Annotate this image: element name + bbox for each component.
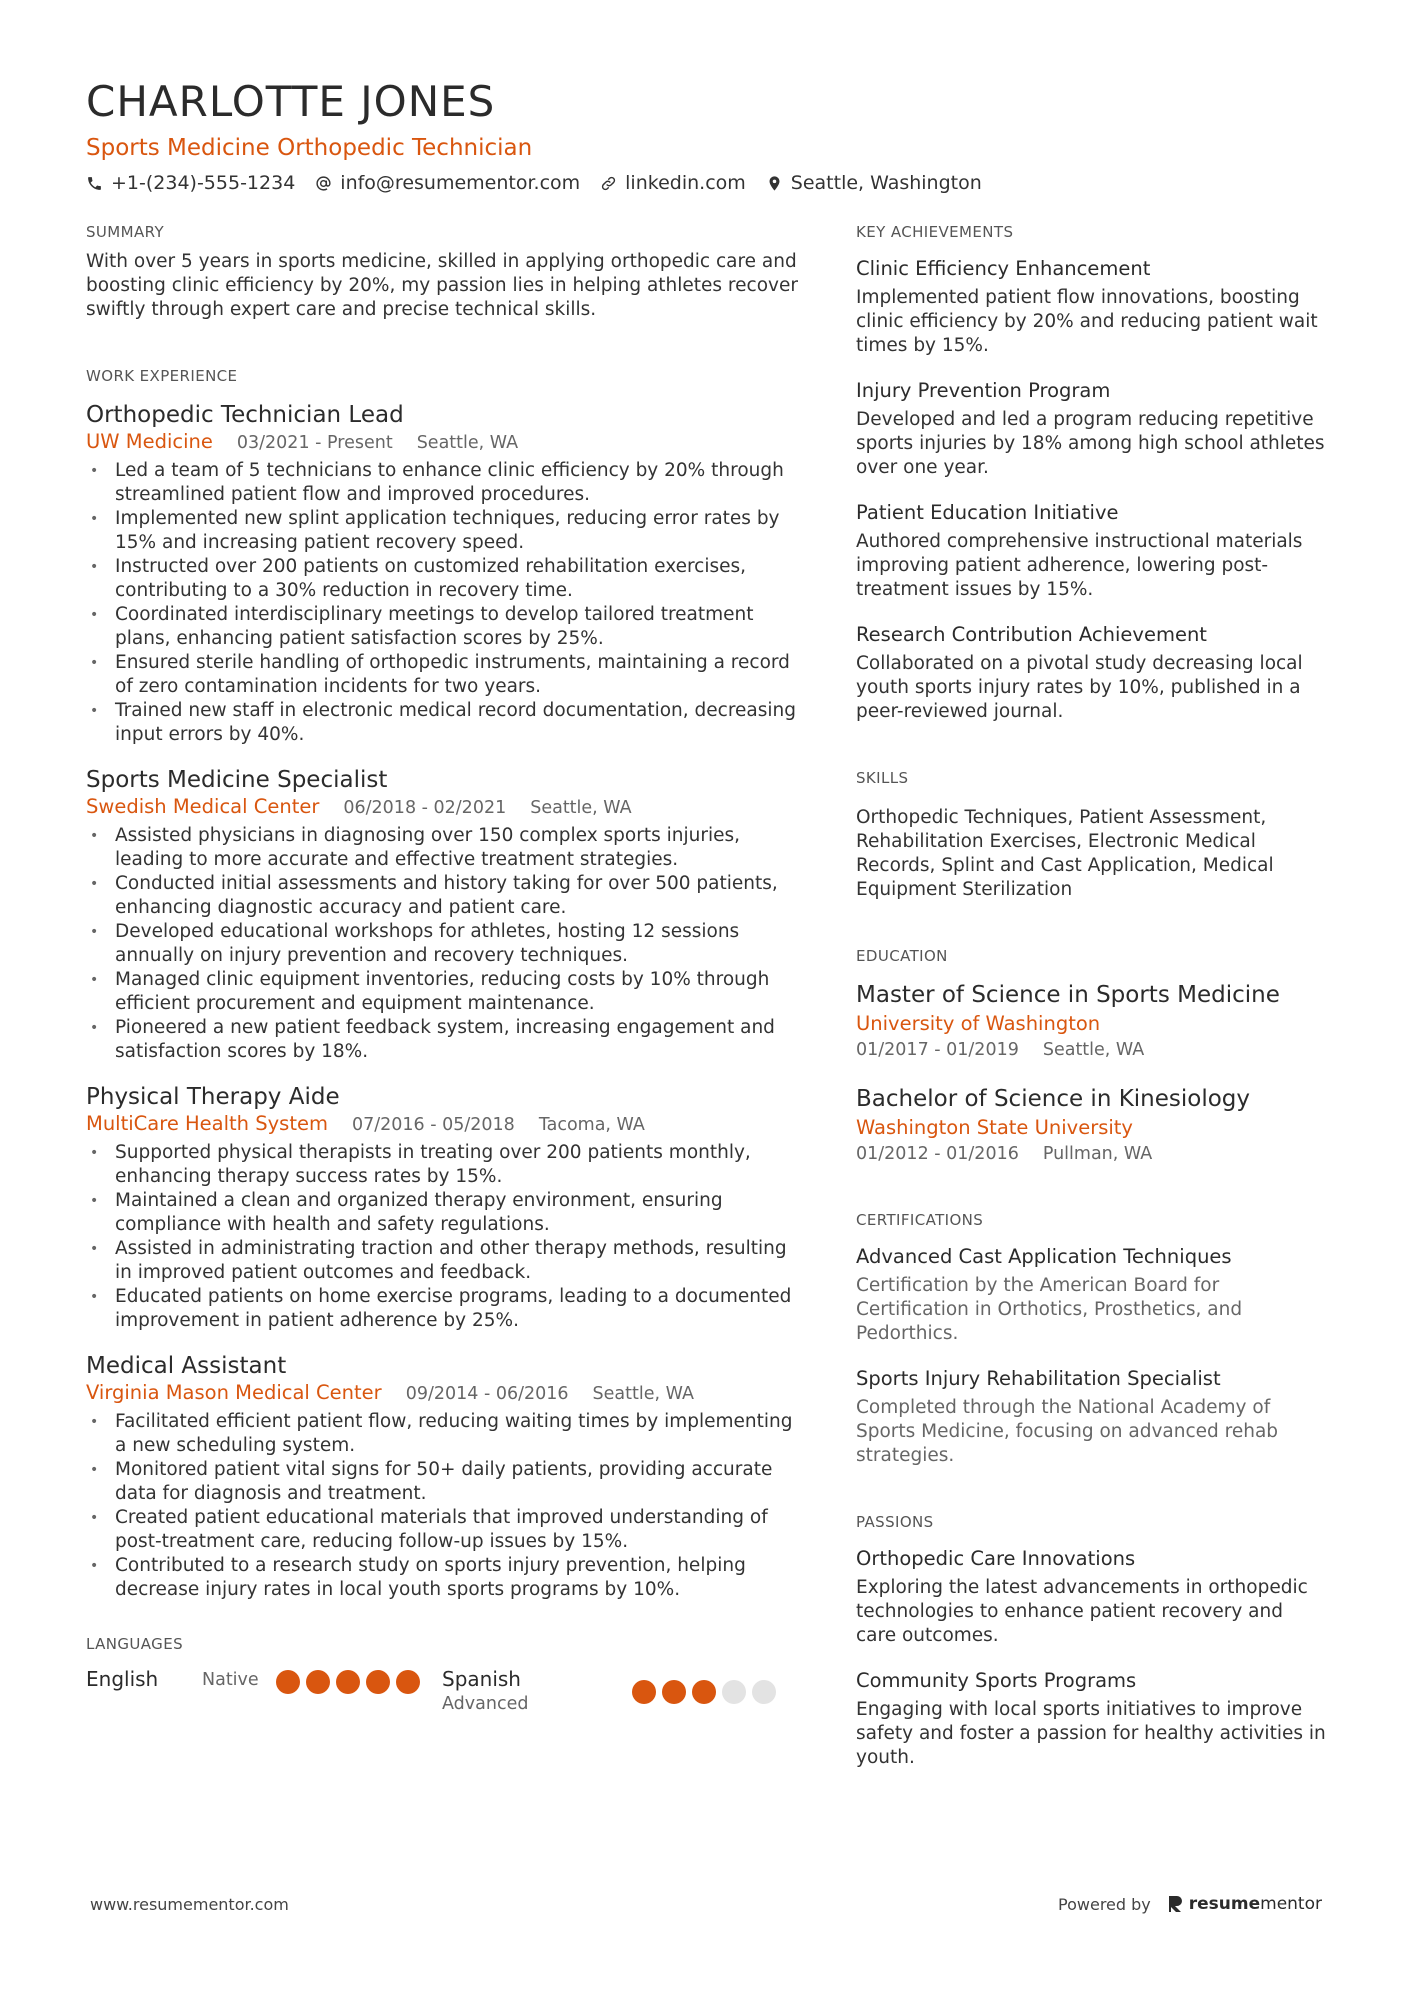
passion-desc: Engaging with local sports initiatives to improve safety and foster a passion for healthy activities in youth. bbox=[856, 1699, 1326, 1768]
job-bullet: • Educated patients on home exercise programs, leading to a documented improvement in patient adherence by 25%. bbox=[86, 1285, 798, 1333]
passion-title: Community Sports Programs bbox=[856, 1669, 1137, 1692]
job-dates: 03/2021 - Present bbox=[236, 433, 393, 453]
contact-linkedin-text: linkedin.com bbox=[625, 172, 746, 194]
achievement-title: Research Contribution Achievement bbox=[856, 623, 1207, 646]
job-dates: 06/2018 - 02/2021 bbox=[343, 798, 507, 818]
job-company: UW Medicine bbox=[86, 430, 213, 453]
certification-desc: Completed through the National Academy of Sports Medicine, focusing on advanced rehab strategies. bbox=[856, 1397, 1279, 1466]
job-dates: 09/2014 - 06/2016 bbox=[405, 1384, 569, 1404]
work-heading: WORK EXPERIENCE bbox=[86, 367, 238, 385]
skills-list: Orthopedic Techniques, Patient Assessment, Rehabilitation Exercises, Electronic Medical Records, Splint and Cast Application, Medical Equipment Sterilization bbox=[856, 807, 1274, 900]
achievement-title: Clinic Efficiency Enhancement bbox=[856, 257, 1151, 280]
job-entry bbox=[86, 400, 798, 747]
job-company: Swedish Medical Center bbox=[86, 795, 320, 818]
job-bullet: • Coordinated interdisciplinary meetings to develop tailored treatment plans, enhancing patient satisfaction scores by 25%. bbox=[86, 603, 798, 651]
education-dates: 01/2017 - 01/2019 bbox=[856, 1040, 1019, 1060]
resume-header bbox=[86, 78, 1336, 196]
job-entry bbox=[86, 765, 798, 1064]
certifications-heading: CERTIFICATIONS bbox=[856, 1211, 984, 1229]
skills-heading: SKILLS bbox=[856, 769, 909, 787]
job-title: Medical Assistant bbox=[86, 1353, 287, 1379]
language-name-wrap bbox=[86, 1666, 202, 1716]
job-entry bbox=[86, 1351, 798, 1602]
job-entry bbox=[86, 1082, 798, 1333]
job-bullet: • Contributed to a research study on sports injury prevention, helping decrease injury rates in local youth sports programs by 10%. bbox=[86, 1554, 798, 1602]
contact-email[interactable] bbox=[315, 170, 580, 196]
education-degree: Bachelor of Science in Kinesiology bbox=[856, 1086, 1251, 1112]
resumementor-logo-icon bbox=[1167, 1894, 1183, 1914]
language-name-wrap bbox=[442, 1666, 632, 1716]
job-dates: 07/2016 - 05/2018 bbox=[351, 1115, 515, 1135]
job-company: Virginia Mason Medical Center bbox=[86, 1381, 382, 1404]
certifications-section bbox=[856, 1210, 1326, 1468]
education-dates: 01/2012 - 01/2016 bbox=[856, 1144, 1019, 1164]
candidate-title: Sports Medicine Orthopedic Technician bbox=[86, 135, 533, 161]
job-bullet: • Monitored patient vital signs for 50+ daily patients, providing accurate data for diagnosis and treatment. bbox=[86, 1458, 798, 1506]
certification-item bbox=[856, 1244, 1326, 1346]
education-heading: EDUCATION bbox=[856, 947, 948, 965]
passions-section bbox=[856, 1512, 1326, 1770]
candidate-name: CHARLOTTE JONES bbox=[86, 77, 496, 126]
skills-section bbox=[856, 768, 1326, 902]
achievements-section bbox=[856, 222, 1326, 724]
job-bullet: • Conducted initial assessments and history taking for over 500 patients, enhancing diagnostic accuracy and patient care. bbox=[86, 872, 798, 920]
job-bullet: • Assisted in administrating traction and other therapy methods, resulting in improved patient outcomes and feedback. bbox=[86, 1237, 798, 1285]
job-location: Seattle, WA bbox=[416, 433, 519, 453]
language-level: Advanced bbox=[442, 1694, 529, 1714]
page-footer bbox=[90, 1894, 1322, 1914]
achievements-heading: KEY ACHIEVEMENTS bbox=[856, 223, 1014, 241]
languages-row bbox=[86, 1666, 798, 1716]
achievement-desc: Developed and led a program reducing repetitive sports injuries by 18% among high school athletes over one year. bbox=[856, 409, 1325, 478]
job-bullet: • Led a team of 5 technicians to enhance clinic efficiency by 20% through streamlined patient flow and improved procedures. bbox=[86, 459, 798, 507]
achievement-desc: Implemented patient flow innovations, boosting clinic efficiency by 20% and reducing patient wait times by 15%. bbox=[856, 287, 1318, 356]
powered-by-label: Powered by bbox=[1058, 1894, 1151, 1914]
language-rating bbox=[276, 1670, 420, 1716]
achievement-item bbox=[856, 622, 1326, 724]
contact-location-text: Seattle, Washington bbox=[790, 172, 982, 194]
job-bullets bbox=[86, 824, 798, 1064]
rating-dot-filled bbox=[336, 1670, 360, 1694]
footer-website[interactable]: www.resumementor.com bbox=[90, 1894, 289, 1914]
brand-name-light: mentor bbox=[1260, 1894, 1322, 1914]
education-item bbox=[856, 980, 1326, 1062]
passion-item bbox=[856, 1546, 1326, 1648]
education-location: Seattle, WA bbox=[1042, 1040, 1145, 1060]
job-location: Tacoma, WA bbox=[538, 1115, 645, 1135]
job-meta bbox=[86, 430, 798, 455]
powered-by bbox=[1058, 1894, 1322, 1914]
job-location: Seattle, WA bbox=[592, 1384, 694, 1404]
education-school: Washington State University bbox=[856, 1116, 1133, 1139]
contact-phone[interactable] bbox=[86, 170, 295, 196]
rating-dot-filled bbox=[692, 1680, 716, 1704]
rating-dot-empty bbox=[752, 1680, 776, 1704]
languages-section bbox=[86, 1634, 798, 1716]
job-bullet: • Supported physical therapists in treating over 200 patients monthly, enhancing therapy success rates by 15%. bbox=[86, 1141, 798, 1189]
job-bullets bbox=[86, 1141, 798, 1333]
at-icon bbox=[315, 175, 332, 192]
job-bullet: • Developed educational workshops for athletes, hosting 12 sessions annually on injury prevention and recovery techniques. bbox=[86, 920, 798, 968]
passion-item bbox=[856, 1668, 1326, 1770]
left-column bbox=[86, 222, 798, 1716]
rating-dot-filled bbox=[306, 1670, 330, 1694]
language-entry bbox=[86, 1666, 442, 1716]
job-bullet: • Managed clinic equipment inventories, reducing costs by 10% through efficient procurement and equipment maintenance. bbox=[86, 968, 798, 1016]
passion-title: Orthopedic Care Innovations bbox=[856, 1547, 1136, 1570]
education-degree: Master of Science in Sports Medicine bbox=[856, 982, 1280, 1008]
education-location: Pullman, WA bbox=[1042, 1144, 1153, 1164]
job-bullet: • Pioneered a new patient feedback system, increasing engagement and satisfaction scores by 18%. bbox=[86, 1016, 798, 1064]
language-level: Native bbox=[202, 1670, 259, 1690]
rating-dot-empty bbox=[722, 1680, 746, 1704]
passions-heading: PASSIONS bbox=[856, 1513, 934, 1531]
job-meta bbox=[86, 1112, 798, 1137]
brand-logo[interactable] bbox=[1167, 1894, 1322, 1914]
brand-name-bold: resume bbox=[1188, 1894, 1261, 1914]
certification-title: Sports Injury Rehabilitation Specialist bbox=[856, 1367, 1221, 1390]
education-section bbox=[856, 946, 1326, 1166]
certification-desc: Certification by the American Board for Certification in Orthotics, Prosthetics, and Pedorthics. bbox=[856, 1275, 1243, 1344]
job-bullet: • Maintained a clean and organized therapy environment, ensuring compliance with health and safety regulations. bbox=[86, 1189, 798, 1237]
rating-dot-filled bbox=[632, 1680, 656, 1704]
summary-section bbox=[86, 222, 798, 322]
job-title: Orthopedic Technician Lead bbox=[86, 402, 404, 428]
contact-email-text: info@resumementor.com bbox=[340, 172, 581, 194]
summary-heading: SUMMARY bbox=[86, 223, 165, 241]
job-bullet: • Implemented new splint application techniques, reducing error rates by 15% and increasing patient recovery speed. bbox=[86, 507, 798, 555]
contact-linkedin[interactable] bbox=[600, 170, 746, 196]
rating-dot-filled bbox=[366, 1670, 390, 1694]
summary-text: With over 5 years in sports medicine, skilled in applying orthopedic care and boosting clinic efficiency by 20%, my passion lies in helping athletes recover swiftly through expert care and precise technical skills. bbox=[86, 251, 798, 320]
rating-dot-filled bbox=[662, 1680, 686, 1704]
work-experience-section bbox=[86, 366, 798, 1602]
languages-heading: LANGUAGES bbox=[86, 1635, 184, 1653]
achievement-desc: Collaborated on a pivotal study decreasing local youth sports injury rates by 10%, published in a peer-reviewed journal. bbox=[856, 653, 1303, 722]
job-meta bbox=[86, 1381, 798, 1406]
education-meta bbox=[856, 1038, 1326, 1062]
job-title: Physical Therapy Aide bbox=[86, 1084, 340, 1110]
achievement-desc: Authored comprehensive instructional materials improving patient adherence, lowering post-treatment issues by 15%. bbox=[856, 531, 1303, 600]
job-company: MultiCare Health System bbox=[86, 1112, 328, 1135]
job-bullet: • Ensured sterile handling of orthopedic instruments, maintaining a record of zero contamination incidents for two years. bbox=[86, 651, 798, 699]
certification-item bbox=[856, 1366, 1326, 1468]
location-pin-icon bbox=[766, 175, 783, 192]
job-bullet: • Created patient educational materials that improved understanding of post-treatment care, reducing follow-up issues by 15%. bbox=[86, 1506, 798, 1554]
education-school: University of Washington bbox=[856, 1012, 1101, 1035]
language-rating bbox=[632, 1680, 776, 1716]
job-bullets bbox=[86, 459, 798, 747]
achievement-item bbox=[856, 378, 1326, 480]
brand-name bbox=[1189, 1894, 1322, 1914]
contact-phone-text: +1-(234)-555-1234 bbox=[111, 172, 296, 194]
job-bullet: • Instructed over 200 patients on customized rehabilitation exercises, contributing to a 30% reduction in recovery time. bbox=[86, 555, 798, 603]
job-bullet: • Trained new staff in electronic medical record documentation, decreasing input errors by 40%. bbox=[86, 699, 798, 747]
job-bullet: • Facilitated efficient patient flow, reducing waiting times by implementing a new scheduling system. bbox=[86, 1410, 798, 1458]
language-name: Spanish bbox=[442, 1667, 521, 1691]
rating-dot-filled bbox=[276, 1670, 300, 1694]
achievement-title: Injury Prevention Program bbox=[856, 379, 1111, 402]
education-item bbox=[856, 1084, 1326, 1166]
certification-title: Advanced Cast Application Techniques bbox=[856, 1245, 1232, 1268]
right-column bbox=[856, 222, 1326, 1770]
language-entry bbox=[442, 1666, 798, 1716]
job-meta bbox=[86, 795, 798, 820]
link-icon bbox=[600, 175, 617, 192]
passion-desc: Exploring the latest advancements in orthopedic technologies to enhance patient recovery and care outcomes. bbox=[856, 1577, 1308, 1646]
contact-bar bbox=[86, 170, 1336, 196]
achievement-item bbox=[856, 500, 1326, 602]
rating-dot-filled bbox=[396, 1670, 420, 1694]
achievement-item bbox=[856, 256, 1326, 358]
language-name: English bbox=[86, 1667, 159, 1691]
achievement-title: Patient Education Initiative bbox=[856, 501, 1119, 524]
phone-icon bbox=[86, 175, 103, 192]
job-location: Seattle, WA bbox=[530, 798, 632, 818]
contact-location bbox=[766, 170, 982, 196]
job-bullets bbox=[86, 1410, 798, 1602]
job-bullet: • Assisted physicians in diagnosing over 150 complex sports injuries, leading to more accurate and effective treatment strategies. bbox=[86, 824, 798, 872]
education-meta bbox=[856, 1142, 1326, 1166]
job-title: Sports Medicine Specialist bbox=[86, 767, 388, 793]
